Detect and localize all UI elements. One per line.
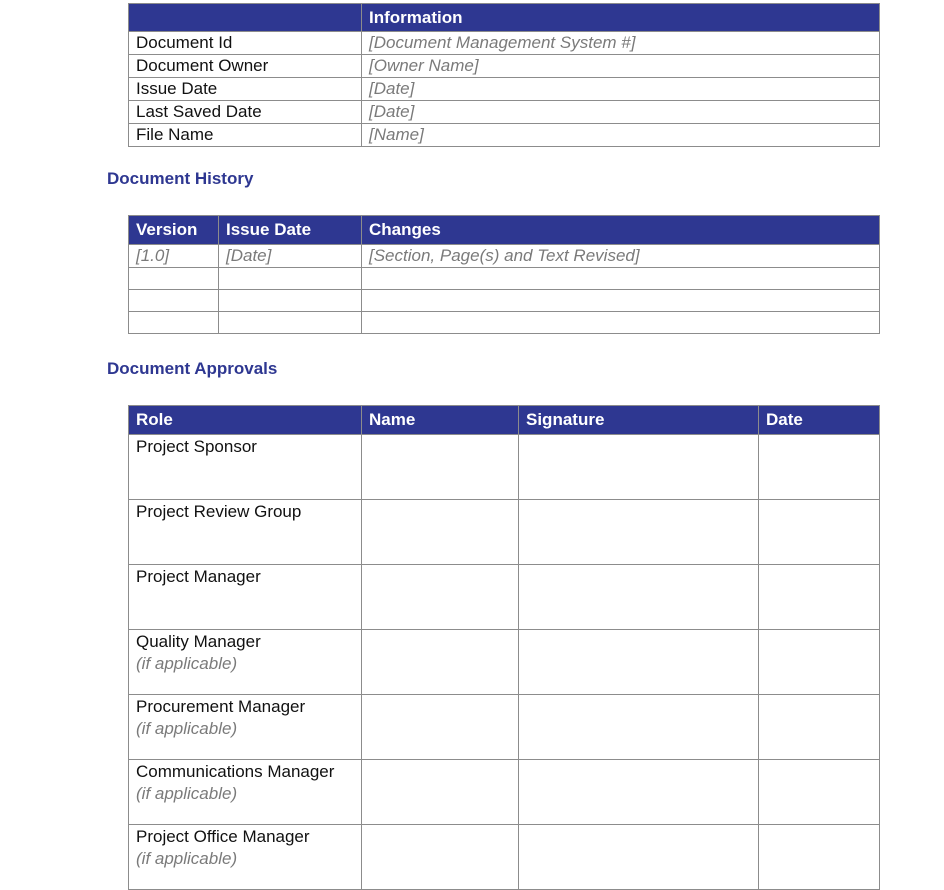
table-header-cell: Information <box>362 4 880 32</box>
approval-name-cell[interactable] <box>362 695 519 760</box>
role-label: Quality Manager <box>136 632 261 651</box>
approval-name-cell[interactable] <box>362 760 519 825</box>
role-note: (if applicable) <box>136 719 238 738</box>
approval-name-cell[interactable] <box>362 825 519 890</box>
table-header-cell: Date <box>759 406 880 435</box>
approval-date-cell[interactable] <box>759 760 880 825</box>
table-header-cell: Issue Date <box>219 216 362 245</box>
table-row <box>129 565 880 630</box>
info-label: File Name <box>129 124 362 147</box>
approval-role-cell <box>129 435 362 500</box>
approval-signature-cell[interactable] <box>519 695 759 760</box>
history-date-cell[interactable] <box>219 312 362 334</box>
document-history-table <box>128 215 880 334</box>
table-row <box>129 78 880 101</box>
table-row <box>129 124 880 147</box>
approval-role-cell <box>129 760 362 825</box>
document-approvals-table <box>128 405 880 890</box>
role-note: (if applicable) <box>136 784 238 803</box>
table-row <box>129 312 880 334</box>
approval-signature-cell[interactable] <box>519 760 759 825</box>
approval-name-cell[interactable] <box>362 565 519 630</box>
info-value[interactable]: [Date] <box>362 78 880 101</box>
table-row <box>129 500 880 565</box>
table-row <box>129 290 880 312</box>
table-header-cell: Version <box>129 216 219 245</box>
table-header-cell: Signature <box>519 406 759 435</box>
approval-date-cell[interactable] <box>759 500 880 565</box>
approval-role-cell <box>129 695 362 760</box>
table-header-cell <box>129 4 362 32</box>
approval-signature-cell[interactable] <box>519 825 759 890</box>
table-row <box>129 630 880 695</box>
approval-name-cell[interactable] <box>362 500 519 565</box>
history-changes-cell[interactable]: [Section, Page(s) and Text Revised] <box>362 245 880 268</box>
approval-signature-cell[interactable] <box>519 630 759 695</box>
history-date-cell[interactable] <box>219 268 362 290</box>
approval-role-cell <box>129 500 362 565</box>
info-label: Issue Date <box>129 78 362 101</box>
info-label: Document Id <box>129 32 362 55</box>
approval-signature-cell[interactable] <box>519 500 759 565</box>
approval-role-cell <box>129 630 362 695</box>
role-label: Project Sponsor <box>136 437 257 456</box>
document-history-heading: Document History <box>107 169 254 188</box>
table-row <box>129 760 880 825</box>
table-header-row <box>129 4 880 32</box>
role-note: (if applicable) <box>136 654 238 673</box>
info-value[interactable]: [Name] <box>362 124 880 147</box>
info-value[interactable]: [Owner Name] <box>362 55 880 78</box>
document-approvals-heading: Document Approvals <box>107 359 278 378</box>
info-label: Last Saved Date <box>129 101 362 124</box>
role-label: Communications Manager <box>136 762 335 781</box>
history-version-cell[interactable] <box>129 268 219 290</box>
info-value[interactable]: [Date] <box>362 101 880 124</box>
approval-date-cell[interactable] <box>759 825 880 890</box>
table-header-cell: Role <box>129 406 362 435</box>
table-row <box>129 55 880 78</box>
approval-name-cell[interactable] <box>362 435 519 500</box>
approval-signature-cell[interactable] <box>519 565 759 630</box>
approval-date-cell[interactable] <box>759 630 880 695</box>
table-header-cell: Name <box>362 406 519 435</box>
table-row <box>129 101 880 124</box>
table-header-row <box>129 216 880 245</box>
history-changes-cell[interactable] <box>362 268 880 290</box>
table-header-cell: Changes <box>362 216 880 245</box>
table-row <box>129 435 880 500</box>
table-row <box>129 268 880 290</box>
document-info-table <box>128 3 880 147</box>
history-changes-cell[interactable] <box>362 312 880 334</box>
history-date-cell[interactable]: [Date] <box>219 245 362 268</box>
history-changes-cell[interactable] <box>362 290 880 312</box>
history-version-cell[interactable]: [1.0] <box>129 245 219 268</box>
role-note: (if applicable) <box>136 849 238 868</box>
history-date-cell[interactable] <box>219 290 362 312</box>
table-row <box>129 825 880 890</box>
history-version-cell[interactable] <box>129 312 219 334</box>
table-header-row <box>129 406 880 435</box>
role-label: Project Manager <box>136 567 261 586</box>
role-label: Project Review Group <box>136 502 302 521</box>
info-value[interactable]: [Document Management System #] <box>362 32 880 55</box>
table-row <box>129 245 880 268</box>
approval-role-cell <box>129 565 362 630</box>
approval-date-cell[interactable] <box>759 695 880 760</box>
info-label: Document Owner <box>129 55 362 78</box>
role-label: Project Office Manager <box>136 827 310 846</box>
history-version-cell[interactable] <box>129 290 219 312</box>
approval-date-cell[interactable] <box>759 565 880 630</box>
table-row <box>129 32 880 55</box>
table-row <box>129 695 880 760</box>
approval-name-cell[interactable] <box>362 630 519 695</box>
approval-signature-cell[interactable] <box>519 435 759 500</box>
approval-role-cell <box>129 825 362 890</box>
role-label: Procurement Manager <box>136 697 306 716</box>
approval-date-cell[interactable] <box>759 435 880 500</box>
